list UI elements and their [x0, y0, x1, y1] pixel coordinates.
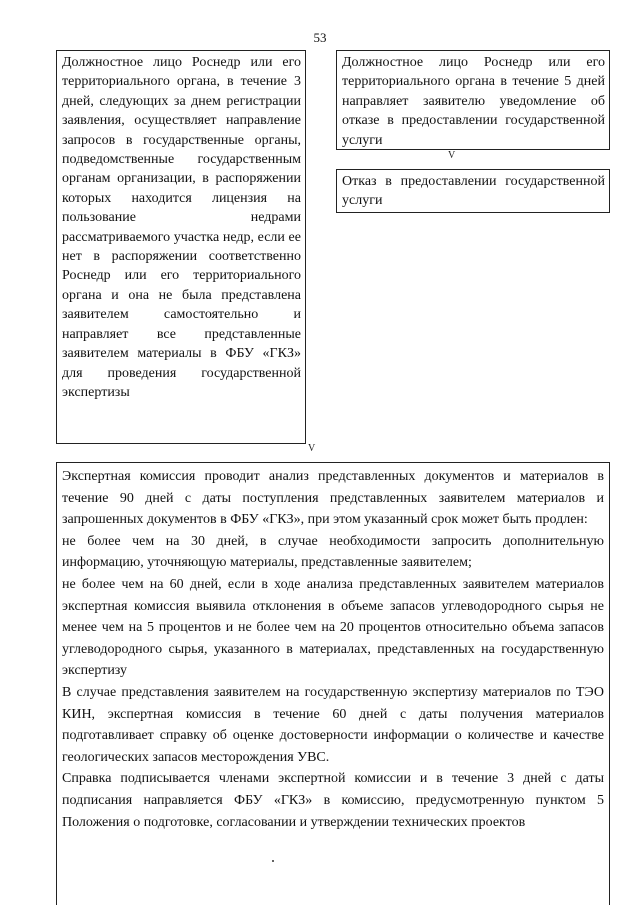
expert-commission-step-box: [56, 462, 610, 905]
refusal-outcome-box: [336, 169, 610, 213]
page-number: 53: [313, 30, 327, 45]
main-paragraph: Экспертная комиссия проводит анализ представленных документов и материалов в течение 90 дней с даты поступления представленных заявителем материалов и запрошенных документов в ФБУ «ГКЗ», при этом указанный срок может быть продлен:: [62, 469, 604, 528]
refusal-notice-step-text: Должностное лицо Роснедр или его территориального органа в течение 5 дней направляет заявителю уведомление об отказе в предоставлении государственной услуги: [342, 55, 605, 148]
main-paragraph: В случае представления заявителем на государственную экспертизу материалов по ТЭО КИН, экспертная комиссия в течение 60 дней с даты получения материалов подготавливает справку об оценке достоверности информации о количестве и качестве геологических запасов месторождения УВС.: [62, 684, 604, 765]
arrow-down-icon: V: [448, 150, 456, 161]
main-paragraph: не более чем на 60 дней, если в ходе анализа представленных заявителем материалов экспертная комиссия выявила отклонения в объеме запасов углеводородного сырья не менее чем на 5 процентов и не более чем на 20 процентов относительно объема запасов углеводородного сырья, указанного в материалах, представленных на государственную экспертизу: [62, 576, 604, 679]
main-paragraph: Справка подписывается членами экспертной комиссии и в течение 3 дней с даты подписания направляется ФБУ «ГКЗ» в комиссию, предусмотренную пунктом 5 Положения о подготовке, согласовании и утверждении технических проектов: [62, 771, 604, 830]
request-dispatch-step-text: Должностное лицо Роснедр или его территориального органа, в течение 3 дней, следующих за днем регистрации заявления, осуществляет направление запросов в государственные органы, подведомственные государственным органам организации, в распоряжении которых находится лицензия на пользование недрами рассматриваемого участка недр, если ее нет в распоряжении соответственно Роснедр или его территориального органа и она не была представлена заявителем самостоятельно и направляет все представленные заявителем материалы в ФБУ «ГКЗ» для проведения государственной экспертизы: [62, 55, 301, 400]
scan-speck: [272, 860, 274, 862]
refusal-outcome-text: Отказ в предоставлении государственной услуги: [342, 174, 605, 209]
main-paragraph: не более чем на 30 дней, в случае необходимости запросить дополнительную информацию, уточняющую материалы, представленные заявителем;: [62, 533, 604, 571]
refusal-notice-step-box: [336, 50, 610, 150]
request-dispatch-step-box: [56, 50, 306, 444]
arrow-down-icon: V: [308, 443, 316, 454]
